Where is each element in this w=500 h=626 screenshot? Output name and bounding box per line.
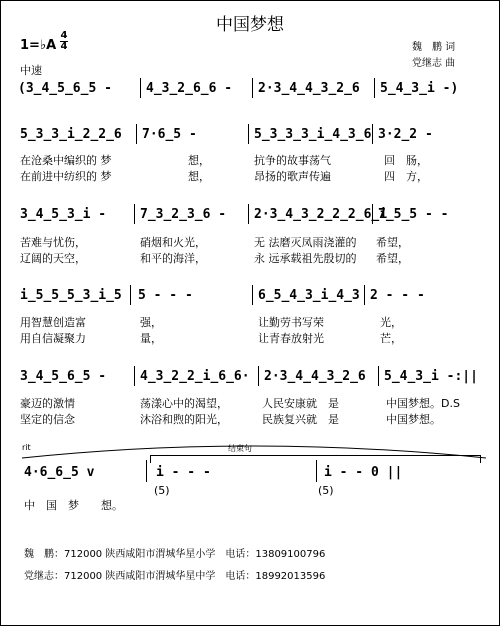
row3-verse2-lyric: 芒，: [380, 332, 402, 345]
coda-bar3-notes: i - - 0 ||: [324, 465, 403, 480]
barline: [258, 366, 259, 386]
row2-bar1-notes: 3̲4̲5̲3̲i -: [20, 207, 107, 222]
row1-bar4-notes: 3·2̲2 -: [378, 127, 433, 142]
row4-bar4-notes: 5̲4̲3̲i -:||: [384, 369, 478, 384]
row4-verse2-lyric: 中国梦想。: [386, 413, 441, 426]
row4-verse1-lyric: 豪迈的激情: [20, 397, 75, 410]
barline: [372, 204, 373, 224]
rit-marking: rit: [22, 443, 31, 452]
row2-verse1-lyric: 苦难与忧伤，: [20, 236, 86, 249]
row3-bar1-notes: i̲5̲5̲5̲3̲i̲5: [20, 288, 122, 303]
row3-bar2-notes: 5 - - -: [138, 288, 193, 303]
row1-verse2-lyric: 想，: [188, 170, 210, 183]
row2-verse1-lyric: 硝烟和火光，: [140, 236, 206, 249]
row4-bar2-notes: 4̲3̲2̲2̲i̲6̲6·: [140, 369, 250, 384]
key-signature: 1=♭A: [20, 38, 57, 53]
row2-bar3-notes: 2·3̲4̲3̲2̲2̲2̲6̲i: [254, 207, 388, 222]
row2-verse2-lyric: 辽阔的天空，: [20, 252, 86, 265]
meter-bottom: 4: [60, 41, 68, 52]
composer-contact: 党继志：712000 陕西咸阳市渭城华星中学 电话：18992013596: [24, 571, 326, 582]
row2-verse2-lyric: 和平的海洋，: [140, 252, 206, 265]
barline: [374, 78, 375, 98]
row4-verse1-lyric: 荡漾心中的渴望，: [140, 397, 228, 410]
row4-verse1-lyric: 人民安康就 是: [262, 397, 339, 410]
coda-lyric: 中 国 梦 想。: [24, 499, 123, 512]
row2-bar2-notes: 7̲3̲2̲3̲6 -: [140, 207, 227, 222]
row2-verse2-lyric: 希望，: [376, 252, 409, 265]
meter-top: 4: [60, 30, 68, 41]
harmony-note: (5): [154, 484, 170, 497]
barline: [316, 460, 317, 482]
row1-verse1-lyric: 回 肠，: [384, 154, 428, 167]
row0-bar3-notes: 2·3̲4̲4̲3̲2̲6: [258, 81, 360, 96]
row1-verse1-lyric: 在沧桑中编织的 梦: [20, 154, 112, 167]
row4-verse2-lyric: 沐浴和煦的阳光，: [140, 413, 228, 426]
row4-verse2-lyric: 民族复兴就 是: [262, 413, 339, 426]
barline: [252, 285, 253, 305]
row3-bar3-notes: 6̲5̲4̲3̲i̲4̲3: [258, 288, 360, 303]
row4-verse1-lyric: 中国梦想。D.S: [386, 397, 460, 410]
barline: [248, 204, 249, 224]
row3-verse2-lyric: 用自信凝聚力: [20, 332, 86, 345]
harmony-note: (5): [318, 484, 334, 497]
row1-bar3-notes: 5̲3̲3̲3̲i̲4̲3̲6: [254, 127, 372, 142]
coda-bar2-notes: i - - -: [156, 465, 211, 480]
row2-verse2-lyric: 永 远承载祖先殷切的: [254, 252, 357, 265]
barline: [134, 204, 135, 224]
row1-bar2-notes: 7·6̲5 -: [142, 127, 197, 142]
barline: [378, 366, 379, 386]
row0-bar2-notes: 4̲3̲2̲6̲6 -: [146, 81, 233, 96]
lyricist-credit: 魏 鹏 词: [412, 42, 456, 53]
row1-bar1-notes: 5̲3̲3̲i̲2̲2̲6: [20, 127, 122, 142]
ending-label: 结束句: [228, 444, 252, 453]
barline: [136, 124, 137, 144]
ending-bracket-tick: [480, 455, 481, 463]
row3-verse1-lyric: 光，: [380, 316, 402, 329]
row4-bar1-notes: 3̲4̲5̲6̲5 -: [20, 369, 107, 384]
row0-bar4-notes: 5̲4̲3̲i -): [380, 81, 459, 96]
barline: [130, 285, 131, 305]
row3-verse1-lyric: 让勤劳书写荣: [258, 316, 324, 329]
row1-verse1-lyric: 想，: [188, 154, 210, 167]
composer-credit: 党继志 曲: [412, 58, 456, 69]
row3-verse1-lyric: 强，: [140, 316, 162, 329]
barline: [146, 460, 147, 482]
row2-verse1-lyric: 希望，: [376, 236, 409, 249]
row0-bar1-notes: (3̲4̲5̲6̲5 -: [18, 81, 112, 96]
barline: [252, 78, 253, 98]
row3-bar4-notes: 2 - - -: [370, 288, 425, 303]
tempo-marking: 中速: [20, 64, 42, 77]
row2-bar4-notes: 7̲5̲5 - -: [378, 207, 449, 222]
row3-verse1-lyric: 用智慧创造富: [20, 316, 86, 329]
barline: [372, 124, 373, 144]
row1-verse2-lyric: 昂扬的歌声传遍: [254, 170, 331, 183]
row3-verse2-lyric: 量，: [140, 332, 162, 345]
barline: [140, 78, 141, 98]
barline: [134, 366, 135, 386]
barline: [364, 285, 365, 305]
barline: [248, 124, 249, 144]
row4-bar3-notes: 2·3̲4̲4̲3̲2̲6: [264, 369, 366, 384]
row1-verse2-lyric: 四 方，: [384, 170, 428, 183]
row1-verse1-lyric: 抗争的故事荡气: [254, 154, 331, 167]
row4-verse2-lyric: 坚定的信念: [20, 413, 75, 426]
time-signature: [60, 31, 68, 52]
lyricist-contact: 魏 鹏：712000 陕西咸阳市渭城华星小学 电话：13809100796: [24, 549, 326, 560]
ending-bracket-line: [150, 455, 480, 456]
song-title: 中国梦想: [216, 15, 284, 35]
coda-bar1-notes: 4·6̲6̲5 v: [24, 465, 95, 480]
row3-verse2-lyric: 让青春放射光: [258, 332, 324, 345]
row1-verse2-lyric: 在前进中纺织的 梦: [20, 170, 112, 183]
row2-verse1-lyric: 无 法磨灭凤雨浇灌的: [254, 236, 357, 249]
ending-bracket-tick: [150, 455, 151, 463]
